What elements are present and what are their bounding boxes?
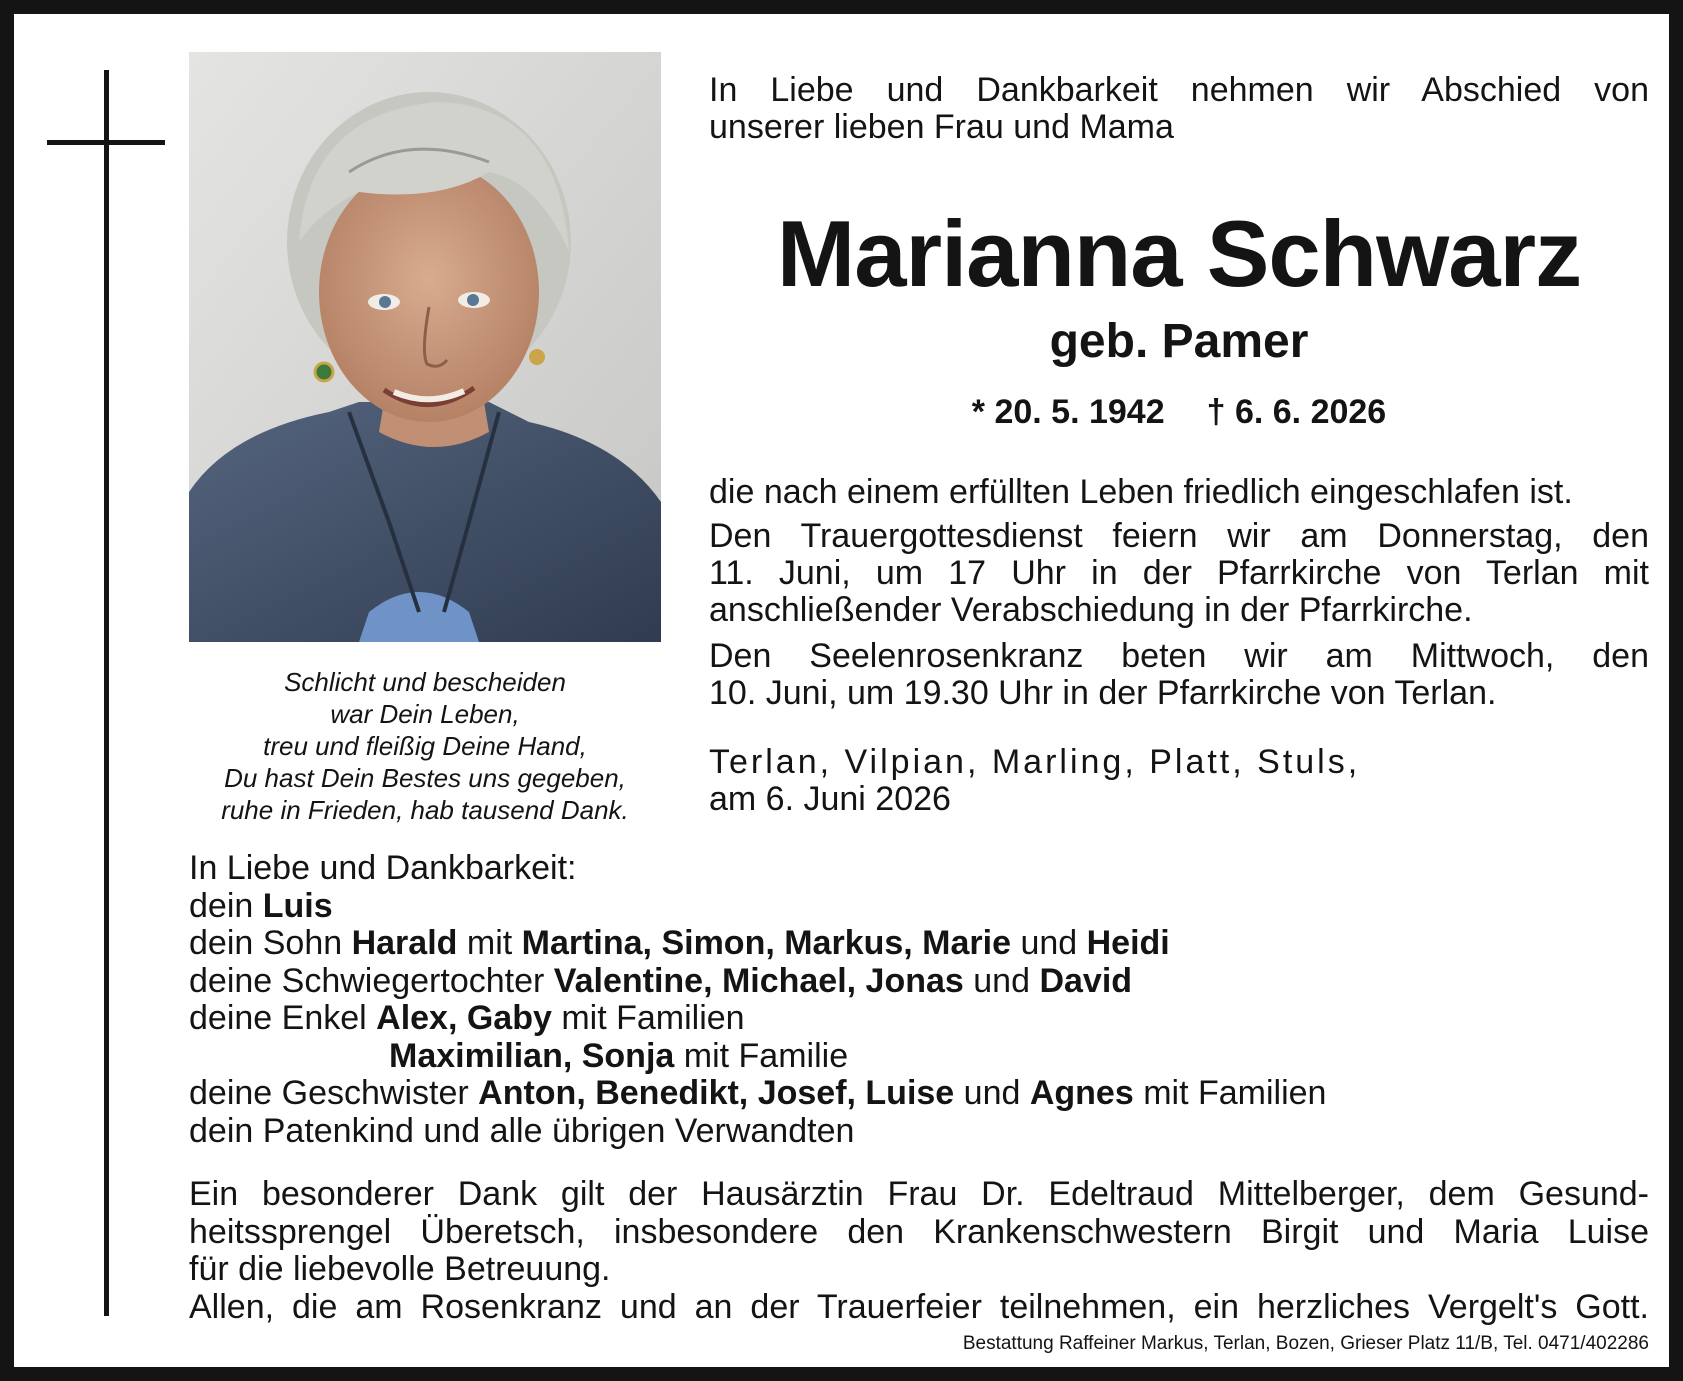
mourner-name: Heidi [1086, 924, 1170, 962]
cross-horizontal-bar [47, 140, 165, 145]
rosary-line-1: Den Seelenrosenkranz beten wir am Mittwoch, den [709, 637, 1649, 675]
mourner-name: Agnes [1029, 1074, 1134, 1112]
text-part: und [954, 1074, 1030, 1112]
text-part: deine Geschwister [189, 1074, 479, 1112]
family-line-godchild: dein Patenkind und alle übrigen Verwandten [189, 1111, 855, 1150]
intro-line-2: unserer lieben Frau und Mama [709, 108, 1174, 146]
mass-line-2: 11. Juni, um 17 Uhr in der Pfarrkirche von Terlan mit [709, 554, 1649, 592]
maiden-name: geb. Pamer [1049, 315, 1309, 368]
portrait-photo [189, 52, 661, 642]
thanks-text [189, 1176, 1649, 1326]
portrait-illustration [189, 52, 661, 642]
thanks-line-4: Allen, die am Rosenkranz und an der Trauerfeier teilnehmen, ein herzliches Vergelt's Gott. [189, 1287, 1649, 1326]
undertaker-footer: Bestattung Raffeiner Markus, Terlan, Bozen, Grieser Platz 11/B, Tel. 0471/402286 [962, 1333, 1649, 1354]
text-part: mit Familien [551, 999, 745, 1037]
mass-line-1: Den Trauergottesdienst feiern wir am Donnerstag, den [709, 517, 1649, 555]
face [319, 162, 539, 422]
text-part: mit [457, 924, 522, 962]
poem-line: Du hast Dein Bestes uns gegeben, [224, 763, 626, 793]
text-part: dein [189, 886, 263, 925]
intro-text [709, 72, 1649, 146]
family-line-grandchildren [189, 1000, 1649, 1038]
poem-line: Schlicht und bescheiden [284, 667, 566, 697]
text-part: dein Sohn [189, 924, 352, 962]
text-part: deine Schwiegertochter [189, 961, 554, 1000]
family-line-son [189, 925, 1649, 963]
mass-line-3: anschließender Verabschiedung in der Pfarrkirche. [709, 591, 1473, 629]
family-mourners [189, 850, 1649, 1150]
poem-line: war Dein Leben, [330, 699, 520, 729]
place-date-line: am 6. Juni 2026 [709, 780, 951, 818]
text-part: und [1011, 924, 1087, 962]
cross-vertical-bar [104, 70, 109, 1316]
rosary-text [709, 638, 1649, 712]
mourner-name: Harald [351, 924, 458, 962]
thanks-line-1: Ein besonderer Dank gilt der Hausärztin Frau Dr. Edeltraud Mittelberger, dem Gesund- [189, 1175, 1649, 1213]
birth-date: * 20. 5. 1942 [971, 393, 1165, 431]
places-line: Terlan, Vilpian, Marling, Platt, Stuls, [709, 743, 1361, 781]
poem-line: ruhe in Frieden, hab tausend Dank. [221, 795, 629, 825]
thanks-line-3: für die liebevolle Betreuung. [189, 1250, 611, 1288]
text-part: und [963, 961, 1040, 1000]
death-date: † 6. 6. 2026 [1206, 393, 1387, 431]
mourner-name: Alex, Gaby [376, 999, 552, 1037]
family-line-grandchildren-2 [189, 1038, 1649, 1076]
family-line-daughter-in-law [189, 963, 1649, 1001]
deceased-name: Marianna Schwarz [776, 201, 1582, 306]
intro-line-1: In Liebe und Dankbarkeit nehmen wir Abschied von [709, 71, 1649, 109]
family-heading: In Liebe und Dankbarkeit: [189, 849, 577, 887]
passed-text [709, 474, 1649, 511]
mourner-name: Anton, Benedikt, Josef, Luise [478, 1074, 955, 1112]
poem-line: treu und fleißig Deine Hand, [263, 731, 587, 761]
family-line-siblings [189, 1075, 1649, 1113]
life-dates [709, 392, 1649, 432]
passed-line: die nach einem erfüllten Leben friedlich eingeschlafen ist. [709, 473, 1573, 511]
poem [189, 666, 661, 826]
obituary-card [14, 14, 1669, 1367]
text-part: mit Familien [1133, 1074, 1327, 1112]
rosary-line-2: 10. Juni, um 19.30 Uhr in der Pfarrkirche von Terlan. [709, 674, 1497, 712]
family-line-husband [189, 888, 1649, 926]
places-and-date [709, 744, 1609, 818]
thanks-line-2: heitssprengel Überetsch, insbesondere den Krankenschwestern Birgit und Maria Luise [189, 1212, 1649, 1251]
text-part: mit Familie [674, 1036, 849, 1075]
text-part: deine Enkel [189, 999, 377, 1037]
mourner-name: Luis [262, 886, 333, 925]
mourner-name: David [1039, 961, 1133, 1000]
funeral-mass-text [709, 518, 1649, 629]
mourner-name: Maximilian, Sonja [389, 1036, 675, 1075]
mourner-name: Martina, Simon, Markus, Marie [521, 924, 1011, 962]
mourner-name: Valentine, Michael, Jonas [553, 961, 964, 1000]
